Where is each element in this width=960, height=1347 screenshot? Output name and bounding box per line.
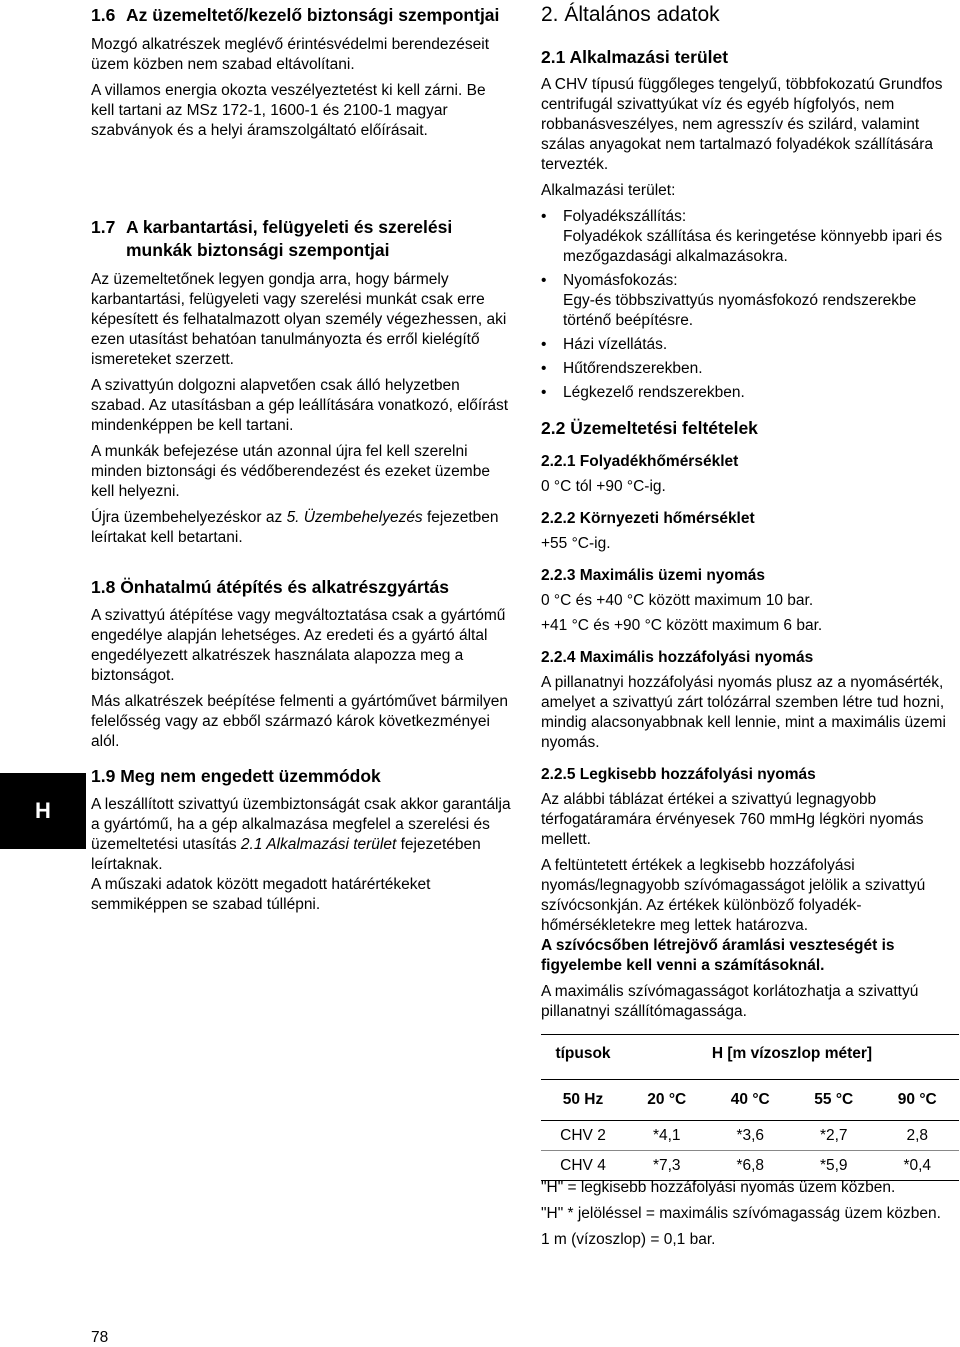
list-item-title: • Házi vízellátás. [563,336,668,353]
section-1-6-paragraph-2: A villamos energia okozta veszélyeztetést ki kell zárni. Be kell tartani az MSz 172-1, 1600-1 és 2100-1 magyar szabványok és a helyi áramszolgáltató előírásait. [91,82,486,139]
pressure-table [541,1034,959,1181]
section-2-1 [541,46,959,407]
section-2-2-3-text-2: +41 °C és +90 °C között maximum 6 bar. [541,617,823,634]
table-cell: 20 °C [647,1091,687,1108]
section-2-2-3-text-1: 0 °C és +40 °C között maximum 10 bar. [541,592,814,609]
section-1-7 [91,216,511,548]
table-cell: CHV 2 [560,1126,606,1144]
table-header-top [541,1034,959,1063]
section-2-2-1-title: 2.2.1 Folyadékhőmérséklet [541,453,739,470]
section-1-6 [91,4,511,141]
table-cell: 55 °C [814,1091,854,1108]
note-1: "H" = legkisebb hozzáfolyási nyomás üzem közben. [541,1179,896,1196]
application-list [541,207,959,403]
list-item-title: • Légkezelő rendszerekben. [563,384,745,401]
table-cell: *7,3 [652,1156,681,1174]
table-cell: *5,9 [819,1156,848,1174]
section-1-8-title: 1.8 Önhatalmú átépítés és alkatrészgyártás [91,577,449,597]
section-2-2-5-text-1: Az alábbi táblázat értékei a szivattyú legnagyobb térfogatáramára érvényesek 760 mmHg légköri nyomás mellett. [541,791,924,848]
section-2-2-title: 2.2 Üzemeltetési feltételek [541,418,758,438]
section-2-2-5-title: 2.2.5 Legkisebb hozzáfolyási nyomás [541,766,816,783]
section-2-2-4-text: A pillanatnyi hozzáfolyási nyomás plusz az a nyomásérték, amelyet a szivattyú zárt tolózárral szemben létre tud hozni, mindig alacsonyabbnak kell lennie, mint a maximális üzemi nyomás. [541,674,946,751]
section-1-6-heading: Az üzemeltető/kezelő biztonsági szempontjai [126,5,500,25]
list-item [541,335,959,355]
table-cell: *4,1 [652,1126,681,1144]
table-header-h: H [m vízoszlop méter] [711,1045,873,1062]
list-item-title: • Nyomásfokozás: [563,272,678,289]
table-row [541,1151,959,1181]
section-1-9-paragraph-2: A műszaki adatok között megadott határértékeket semmiképpen se szabad túllépni. [91,876,431,913]
section-1-8 [91,576,511,752]
chapter-reference: 5. Üzembehelyezés [286,509,423,526]
section-2-2-5-text-2: A feltüntetett értékek a legkisebb hozzáfolyási nyomás/legnagyobb szívómagasságot jelölik a szivattyú szívócsonkján. Az értékek különböző folyadék-hőmérsékletekre meg lettek határozva. [541,857,926,934]
section-2-2 [541,417,959,1022]
section-1-6-paragraph-1: Mozgó alkatrészek meglévő érintésvédelmi berendezéseit üzem közben nem szabad eltávolítani. [91,36,490,73]
section-2-2-5-text-4: A maximális szívómagasságot korlátozhatja a szivattyú pillanatnyi szállítómagassága. [541,983,919,1020]
note-3: 1 m (vízoszlop) = 0,1 bar. [541,1231,716,1248]
section-1-8-paragraph-2: Más alkatrészek beépítése felmenti a gyártóművet bármilyen felelősség vagy az ebből származó károk következményei alól. [91,693,508,750]
table-notes [541,1178,959,1250]
list-item [541,383,959,403]
chapter-reference: 2.1 Alkalmazási terület [240,836,397,853]
section-1-6-title [91,4,511,27]
section-2-2-2-text: +55 °C-ig. [541,535,611,552]
section-1-7-paragraph-2: A szivattyún dolgozni alapvetően csak álló helyzetben szabad. Az utasításban a gép leállítására vonatkozó, előírást mindenképpen be kell tartani. [91,377,509,434]
list-item-text: Folyadékok szállítása és keringetése könnyebb ipari és mezőgazdasági alkalmazásokra. [563,228,943,265]
section-1-7-paragraph-3: A munkák befejezése után azonnal újra fel kell szerelni minden biztonsági és védőberendezést és ezeket üzembe kell helyezni. [91,443,490,500]
section-2-2-1-text: 0 °C tól +90 °C-ig. [541,478,666,495]
table-cell: *2,7 [819,1126,848,1144]
table-cell: 50 Hz [562,1091,604,1108]
section-2-2-4-title: 2.2.4 Maximális hozzáfolyási nyomás [541,649,814,666]
table-row [541,1121,959,1151]
section-2-2-2-title: 2.2.2 Környezeti hőmérséklet [541,510,755,527]
section-1-7-title [91,216,511,262]
section-1-9-paragraph-1 [91,795,511,875]
section-1-9 [91,765,511,915]
table-header-types: típusok [555,1045,611,1062]
table-row [541,1080,959,1121]
language-tab: H [0,773,86,849]
section-1-7-heading: A karbantartási, felügyeleti és szerelési munkák biztonsági szempontjai [126,217,453,260]
table-cell: CHV 4 [560,1156,606,1174]
section-1-7-paragraph-4 [91,508,511,548]
table-cell: *6,8 [736,1156,765,1174]
chapter-title: 2. Általános adatok [541,3,720,26]
section-2-1-paragraph-1: A CHV típusú függőleges tengelyű, többfokozatú Grundfos centrifugál szivattyúkat víz és egyéb hígfolyós, nem robbanásveszélyes, nem agresszív és szilárd, valamint szálas anyagokat nem tartalmazó folyadékok szállítására tervezték. [541,76,943,173]
section-2-1-title: 2.1 Alkalmazási terület [541,47,729,67]
section-1-6-number: 1.6 [91,5,116,25]
data-table [541,1080,959,1181]
table-rule [541,1069,959,1080]
table-cell: 40 °C [730,1091,770,1108]
p1-text-c: fejezetében leírtaknak. [91,836,481,873]
p4-text-a: Újra üzembehelyezéskor az [91,509,287,526]
section-2-2-5-warning: A szívócsőben létrejövő áramlási veszteségét is figyelembe kell venni a számításoknál. [541,937,895,974]
section-1-7-number: 1.7 [91,217,116,237]
p1-text-a: A leszállított szivattyú üzembiztonságát csak akkor garantálja a gyártómű, ha a gép alkalmazása megfelel a szerelési és üzemeltetési utasítás [91,796,511,853]
table-cell: *3,6 [736,1126,765,1144]
list-item-text: Egy-és többszivattyús nyomásfokozó rendszerekbe történő beépítésre. [563,292,917,329]
list-item [541,359,959,379]
note-2: "H" * jelöléssel = maximális szívómagasság üzem közben. [541,1205,941,1222]
table-cell: *0,4 [903,1156,932,1174]
list-item [541,271,959,331]
section-1-8-paragraph-1: A szivattyú átépítése vagy megváltoztatása csak a gyártómű engedélye alapján lehetséges. Az eredeti és a gyártó által engedélyezett alkatrészek használata alapozza meg a biztonságot. [91,607,506,684]
list-item-title: • Hűtőrendszerekben. [563,360,703,377]
section-2-2-3-title: 2.2.3 Maximális üzemi nyomás [541,567,765,584]
section-1-7-paragraph-1: Az üzemeltetőnek legyen gondja arra, hogy bármely karbantartási, felügyeleti vagy szerelési munkát csak erre képesített és felhatalmazott olyan személy végezhessen, aki ezen utasítást behatóan tanulmányozta és erről kielégítő ismereteket szerzett. [91,271,507,368]
p4-text-c: fejezetben leírtakat kell betartani. [91,509,499,546]
list-item [541,207,959,267]
section-2-1-paragraph-2: Alkalmazási terület: [541,182,676,199]
list-item-title: • Folyadékszállítás: [563,208,687,225]
table-cell: 90 °C [897,1091,937,1108]
section-1-9-title: 1.9 Meg nem engedett üzemmódok [91,766,381,786]
page-number: 78 [91,1329,109,1346]
table-cell: 2,8 [906,1126,929,1144]
